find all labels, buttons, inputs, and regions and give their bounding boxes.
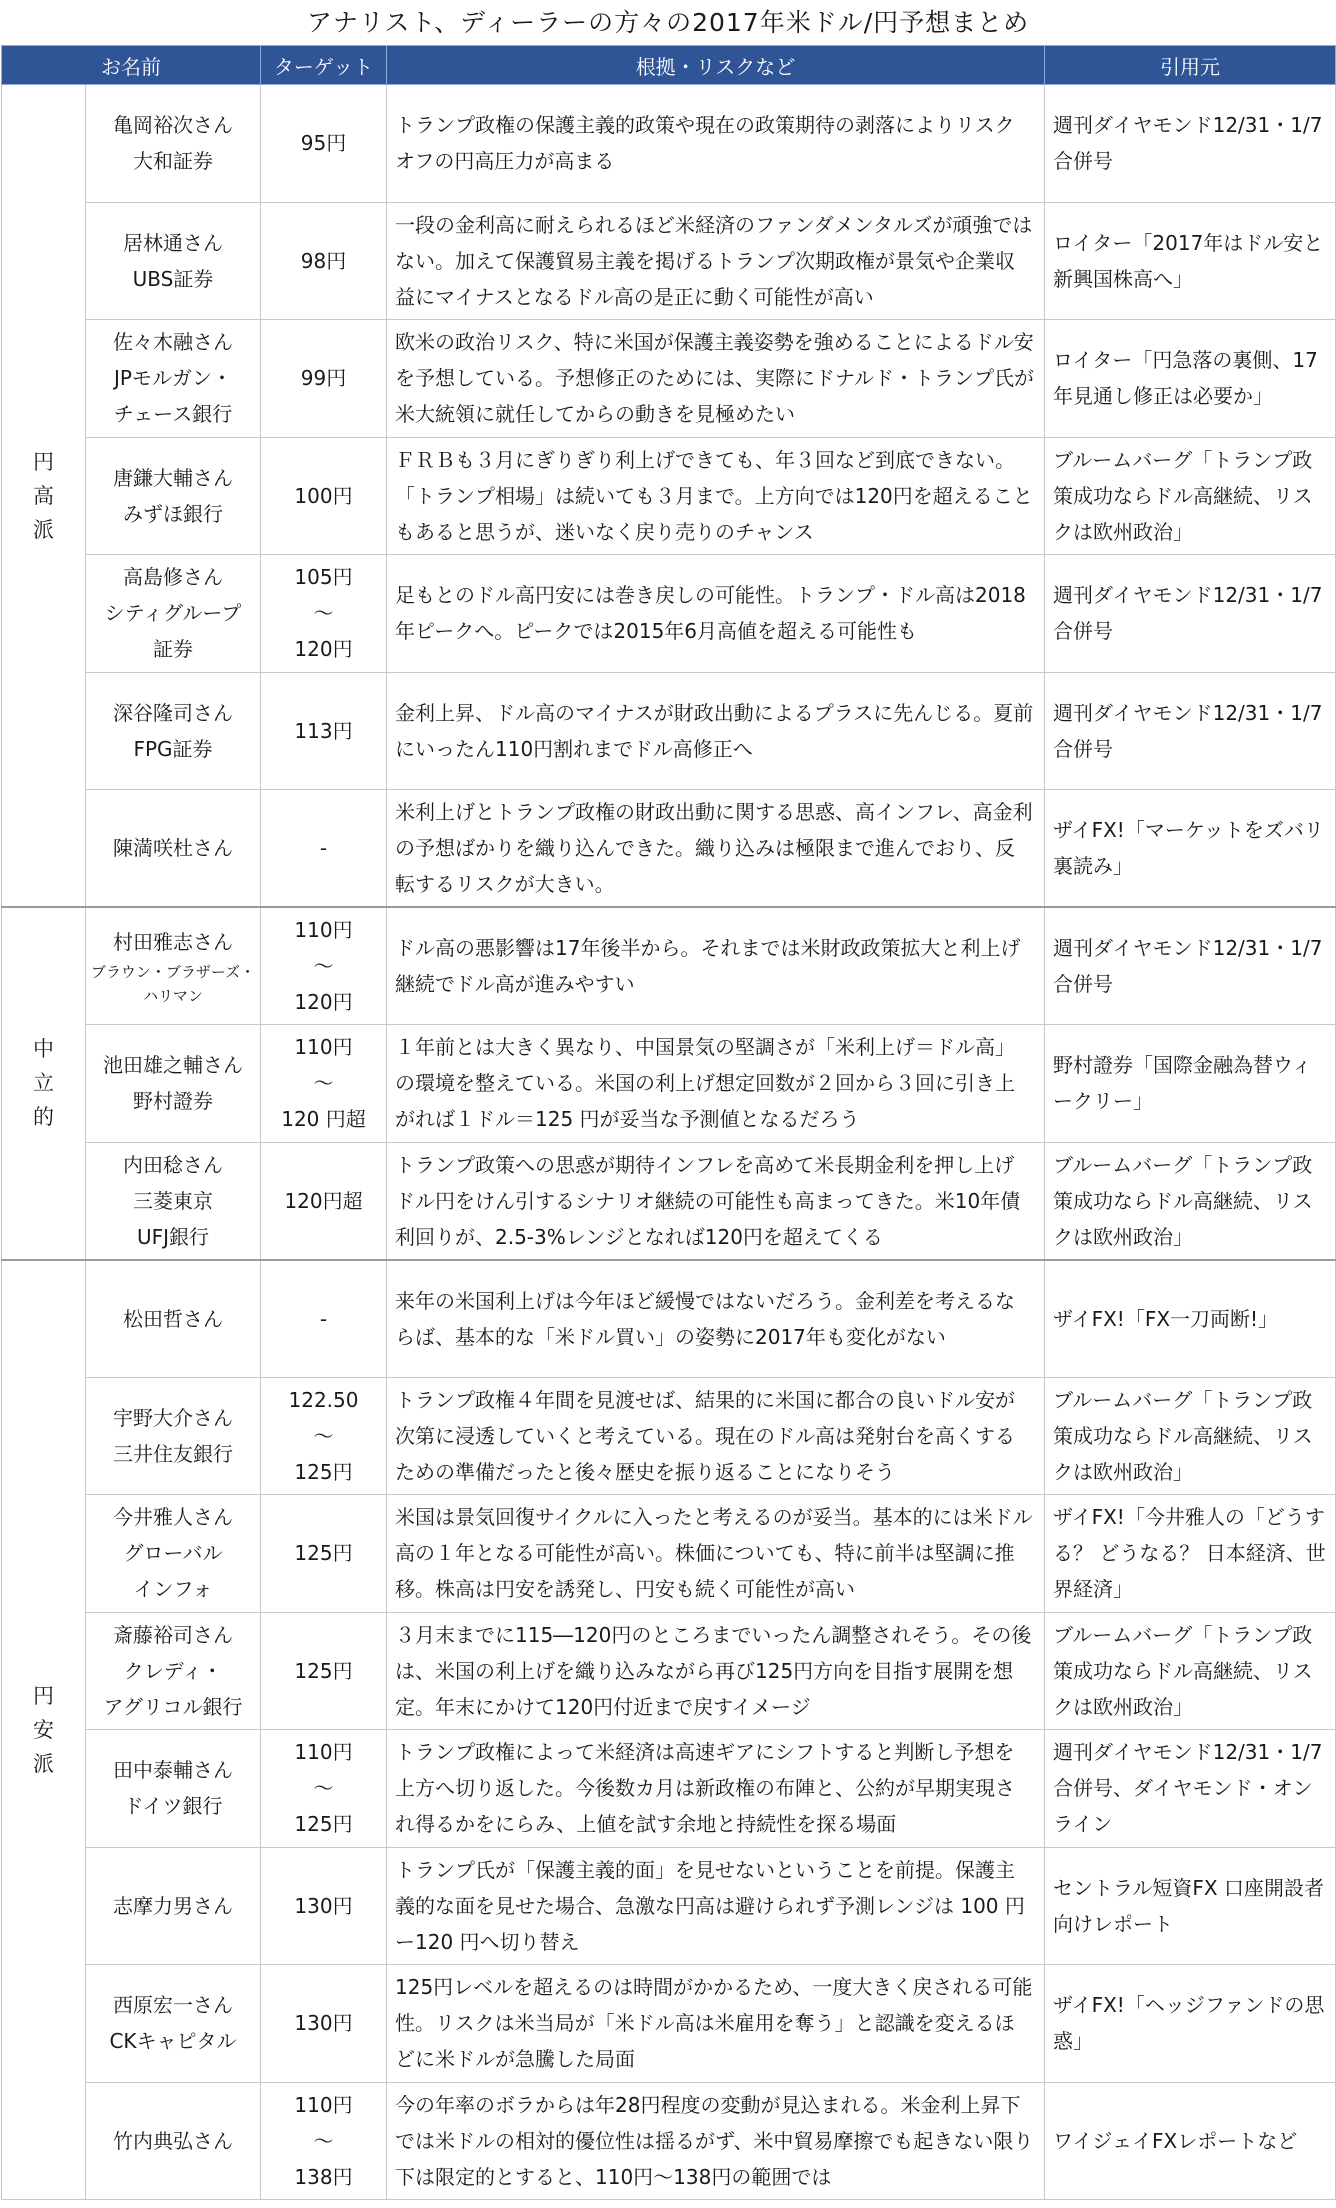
table-row bbox=[2, 320, 1336, 438]
source-text: ロイター「2017年はドル安と新興国株高へ」 bbox=[1045, 202, 1336, 320]
header-source: 引用元 bbox=[1045, 46, 1336, 85]
header-name: お名前 bbox=[2, 46, 261, 85]
reason-text: 今の年率のボラからは年28円程度の変動が見込まれる。米金利上昇下では米ドルの相対的優位性は揺るがず、米中貿易摩擦でも起きない限り下は限定的とすると、110円～138円の範囲では bbox=[387, 2082, 1045, 2200]
table-row bbox=[2, 907, 1336, 1025]
target-value: 105円 ～ 120円 bbox=[261, 555, 387, 673]
reason-text: 米利上げとトランプ政権の財政出動に関する思惑、高インフレ、高金利の予想ばかりを織り込んできた。織り込みは極限まで進んでおり、反転するリスクが大きい。 bbox=[387, 790, 1045, 908]
source-text: セントラル短資FX 口座開設者向けレポート bbox=[1045, 1847, 1336, 1965]
table-row bbox=[2, 1847, 1336, 1965]
source-text: ワイジェイFXレポートなど bbox=[1045, 2082, 1336, 2200]
target-value: 110円 ～ 120 円超 bbox=[261, 1025, 387, 1143]
analyst-name: 松田哲さん bbox=[86, 1260, 261, 1378]
table-row bbox=[2, 790, 1336, 908]
table-row bbox=[2, 2082, 1336, 2200]
source-text: 週刊ダイヤモンド12/31・1/7合併号 bbox=[1045, 85, 1336, 203]
reason-text: １年前とは大きく異なり、中国景気の堅調さが「米利上げ＝ドル高」 の環境を整えている。米国の利上げ想定回数が２回から３回に引き上がれば１ドル＝125 円が妥当な予測値となるだろう bbox=[387, 1025, 1045, 1143]
group-neutral: 中 立 的 bbox=[2, 907, 86, 1260]
page-title: アナリスト、ディーラーの方々の2017年米ドル/円予想まとめ bbox=[306, 8, 1030, 37]
target-value: - bbox=[261, 1260, 387, 1378]
table-row bbox=[2, 85, 1336, 203]
target-value: 110円 ～ 138円 bbox=[261, 2082, 387, 2200]
analyst-name: 村田雅志さん ブラウン・ブラザーズ・ハリマン bbox=[86, 907, 261, 1025]
target-value: 113円 bbox=[261, 672, 387, 790]
group-yen-bull: 円 高 派 bbox=[2, 85, 86, 908]
source-text: ブルームバーグ「トランプ政策成功ならドル高継続、リスクは欧州政治」 bbox=[1045, 1142, 1336, 1260]
target-value: 120円超 bbox=[261, 1142, 387, 1260]
source-text: 週刊ダイヤモンド12/31・1/7合併号 bbox=[1045, 672, 1336, 790]
reason-text: トランプ氏が「保護主義的面」を見せないということを前提。保護主義的な面を見せた場合、急激な円高は避けられず予測レンジは 100 円ー120 円へ切り替え bbox=[387, 1847, 1045, 1965]
target-value: - bbox=[261, 790, 387, 908]
reason-text: トランプ政権の保護主義的政策や現在の政策期待の剥落によりリスクオフの円高圧力が高まる bbox=[387, 85, 1045, 203]
analyst-name: 居林通さん UBS証券 bbox=[86, 202, 261, 320]
target-value: 125円 bbox=[261, 1495, 387, 1613]
analyst-name: 竹内典弘さん bbox=[86, 2082, 261, 2200]
analyst-name: 内田稔さん 三菱東京 UFJ銀行 bbox=[86, 1142, 261, 1260]
reason-text: ドル高の悪影響は17年後半から。それまでは米財政政策拡大と利上げ継続でドル高が進みやすい bbox=[387, 907, 1045, 1025]
reason-text: 欧米の政治リスク、特に米国が保護主義姿勢を強めることによるドル安を予想している。予想修正のためには、実際にドナルド・トランプ氏が米大統領に就任してからの動きを見極めたい bbox=[387, 320, 1045, 438]
table-row bbox=[2, 1142, 1336, 1260]
source-text: 週刊ダイヤモンド12/31・1/7合併号 bbox=[1045, 907, 1336, 1025]
reason-text: 米国は景気回復サイクルに入ったと考えるのが妥当。基本的には米ドル高の１年となる可能性が高い。株価についても、特に前半は堅調に推移。株高は円安を誘発し、円安も続く可能性が高い bbox=[387, 1495, 1045, 1613]
table-row bbox=[2, 437, 1336, 555]
reason-text: 金利上昇、ドル高のマイナスが財政出動によるプラスに先んじる。夏前にいったん110円割れまでドル高修正へ bbox=[387, 672, 1045, 790]
table-row bbox=[2, 1730, 1336, 1848]
reason-text: ３月末までに115―120円のところまでいったん調整されそう。その後は、米国の利上げを織り込みながら再び125円方向を目指す展開を想定。年末にかけて120円付近まで戻すイメージ bbox=[387, 1612, 1045, 1730]
target-value: 98円 bbox=[261, 202, 387, 320]
reason-text: 足もとのドル高円安には巻き戻しの可能性。トランプ・ドル高は2018 年ピークへ。ピークでは2015年6月高値を超える可能性も bbox=[387, 555, 1045, 673]
analyst-name: 池田雄之輔さん 野村證券 bbox=[86, 1025, 261, 1143]
table-row bbox=[2, 202, 1336, 320]
header-row bbox=[2, 46, 1336, 85]
reason-text: ＦＲＢも３月にぎりぎり利上げできても、年３回など到底できない。「トランプ相場」は続いても３月まで。上方向では120円を超えることもあると思うが、迷いなく戻り売りのチャンス bbox=[387, 437, 1045, 555]
table-row bbox=[2, 555, 1336, 673]
reason-text: トランプ政権によって米経済は高速ギアにシフトすると判断し予想を上方へ切り返した。今後数カ月は新政権の布陣と、公約が早期実現され得るかをにらみ、上値を試す余地と持続性を探る場面 bbox=[387, 1730, 1045, 1848]
table-row bbox=[2, 1025, 1336, 1143]
table-row bbox=[2, 1260, 1336, 1378]
reason-text: トランプ政権４年間を見渡せば、結果的に米国に都合の良いドル安が次第に浸透していくと考えている。現在のドル高は発射台を高くするための準備だったと後々歴史を振り返ることになりそう bbox=[387, 1377, 1045, 1495]
target-value: 122.50 ～ 125円 bbox=[261, 1377, 387, 1495]
analyst-name: 佐々木融さん JPモルガン・ チェース銀行 bbox=[86, 320, 261, 438]
source-text: 週刊ダイヤモンド12/31・1/7合併号 bbox=[1045, 555, 1336, 673]
analyst-name: 斎藤裕司さん クレディ・ アグリコル銀行 bbox=[86, 1612, 261, 1730]
table-row bbox=[2, 1495, 1336, 1613]
source-text: ザイFX!「FX一刀両断!」 bbox=[1045, 1260, 1336, 1378]
target-value: 130円 bbox=[261, 1965, 387, 2083]
source-text: ブルームバーグ「トランプ政策成功ならドル高継続、リスクは欧州政治」 bbox=[1045, 1377, 1336, 1495]
source-text: 野村證券「国際金融為替ウィークリー」 bbox=[1045, 1025, 1336, 1143]
table-row bbox=[2, 1612, 1336, 1730]
analyst-name: 田中泰輔さん ドイツ銀行 bbox=[86, 1730, 261, 1848]
target-value: 130円 bbox=[261, 1847, 387, 1965]
analyst-name: 亀岡裕次さん 大和証券 bbox=[86, 85, 261, 203]
target-value: 95円 bbox=[261, 85, 387, 203]
reason-text: 来年の米国利上げは今年ほど緩慢ではないだろう。金利差を考えるならば、基本的な「米ドル買い」の姿勢に2017年も変化がない bbox=[387, 1260, 1045, 1378]
source-text: ブルームバーグ「トランプ政策成功ならドル高継続、リスクは欧州政治」 bbox=[1045, 1612, 1336, 1730]
source-text: ブルームバーグ「トランプ政策成功ならドル高継続、リスクは欧州政治」 bbox=[1045, 437, 1336, 555]
header-target: ターゲット bbox=[261, 46, 387, 85]
table-row bbox=[2, 672, 1336, 790]
source-text: ザイFX!「マーケットをズバリ裏読み」 bbox=[1045, 790, 1336, 908]
table-row bbox=[2, 1965, 1336, 2083]
header-reason: 根拠・リスクなど bbox=[387, 46, 1045, 85]
target-value: 100円 bbox=[261, 437, 387, 555]
reason-text: トランプ政策への思惑が期待インフレを高めて米長期金利を押し上げドル円をけん引するシナリオ継続の可能性も高まってきた。米10年債利回りが、2.5-3%レンジとなれば120円を超えてくる bbox=[387, 1142, 1045, 1260]
analyst-name: 高島修さん シティグループ 証券 bbox=[86, 555, 261, 673]
reason-text: 一段の金利高に耐えられるほど米経済のファンダメンタルズが頑強ではない。加えて保護貿易主義を掲げるトランプ次期政権が景気や企業収益にマイナスとなるドル高の是正に動く可能性が高い bbox=[387, 202, 1045, 320]
source-text: ザイFX!「今井雅人の「どうする？ どうなる？ 日本経済、世界経済」 bbox=[1045, 1495, 1336, 1613]
source-text: 週刊ダイヤモンド12/31・1/7合併号、ダイヤモンド・オンライン bbox=[1045, 1730, 1336, 1848]
group-yen-bear: 円 安 派 bbox=[2, 1260, 86, 2200]
analyst-name: 唐鎌大輔さん みずほ銀行 bbox=[86, 437, 261, 555]
analyst-name: 志摩力男さん bbox=[86, 1847, 261, 1965]
target-value: 110円 ～ 120円 bbox=[261, 907, 387, 1025]
analyst-name: 西原宏一さん CKキャピタル bbox=[86, 1965, 261, 2083]
target-value: 110円 ～ 125円 bbox=[261, 1730, 387, 1848]
source-text: ロイター「円急落の裏側、17年見通し修正は必要か」 bbox=[1045, 320, 1336, 438]
table-row bbox=[2, 1377, 1336, 1495]
target-value: 99円 bbox=[261, 320, 387, 438]
analyst-name: 宇野大介さん 三井住友銀行 bbox=[86, 1377, 261, 1495]
source-text: ザイFX!「ヘッジファンドの思惑」 bbox=[1045, 1965, 1336, 2083]
reason-text: 125円レベルを超えるのは時間がかかるため、一度大きく戻される可能性。リスクは米当局が「米ドル高は米雇用を奪う」と認識を変えるほどに米ドルが急騰した局面 bbox=[387, 1965, 1045, 2083]
analyst-name: 陳満咲杜さん bbox=[86, 790, 261, 908]
forecast-rows bbox=[2, 85, 1336, 2200]
analyst-name: 今井雅人さん グローバル インフォ bbox=[86, 1495, 261, 1613]
forecast-table bbox=[1, 45, 1336, 2200]
analyst-name: 深谷隆司さん FPG証券 bbox=[86, 672, 261, 790]
target-value: 125円 bbox=[261, 1612, 387, 1730]
